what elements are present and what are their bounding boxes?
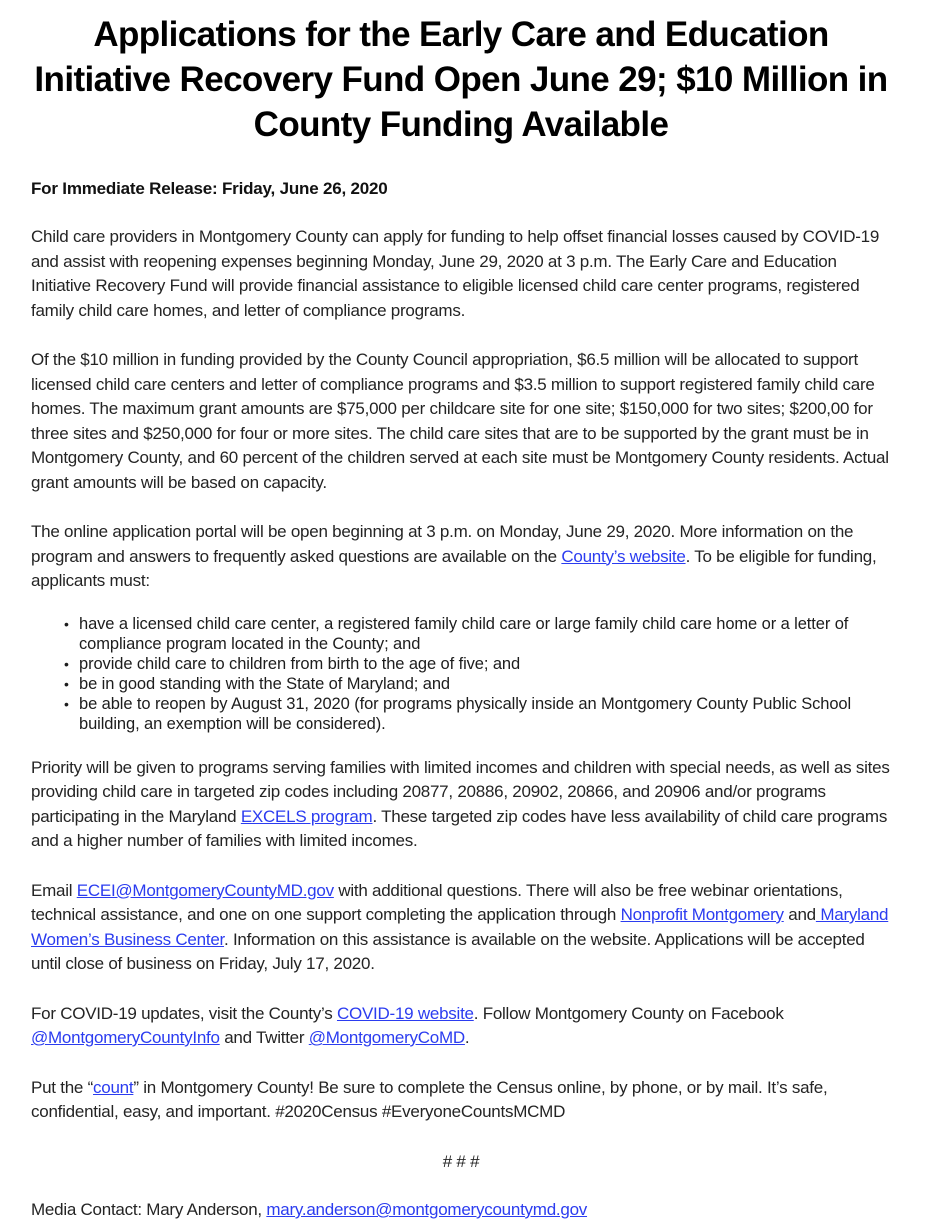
maryland-womens-business-center-link[interactable]: Maryland Women’s Business Center [31,905,889,949]
text-run: Of the $10 million in funding provided by the County Council appropriation, $6.5 million will be allocated to support licensed child care centers and letter of compliance programs and $3.5 million to support registered family child care homes. The maximum grant amounts are $75,000 per childcare site for one site; $150,000 for two sites; $200,00 for three sites and $250,000 for four or more sites. The child care sites that are to be supported by the grant must be in Montgomery County, and 60 percent of the children served at each site must be Montgomery County residents. Actual grant amounts will be based on capacity. [31,350,889,492]
media-contact-email-link[interactable]: mary.anderson@montgomerycountymd.gov [266,1200,588,1219]
text-run: be able to reopen by August 31, 2020 (for programs physically inside an Montgomery County Public School building, an exemption will be considered). [79,694,852,733]
facebook-handle-link[interactable]: @MontgomeryCountyInfo [31,1028,220,1047]
ecei-email-link[interactable]: ECEI@MontgomeryCountyMD.gov [76,880,334,900]
text-run: . Follow Montgomery County on Facebook [473,1003,784,1023]
covid19-website-link[interactable]: COVID-19 website [336,1003,474,1023]
document-body [31,225,891,1223]
text-run: Media Contact: Mary Anderson, [31,1200,267,1219]
nonprofit-montgomery-link[interactable]: Nonprofit Montgomery [620,905,784,924]
paragraph-priority [31,756,891,854]
paragraph-intro [31,225,891,323]
excels-program-link[interactable]: EXCELS program [240,806,373,826]
text-run: have a licensed child care center, a registered family child care or large family child care home or a letter of compliance program located in the County; and [79,614,849,653]
countys-website-link[interactable]: County’s website [561,546,686,566]
bullet-item [31,654,891,674]
text-run: provide child care to children from birth to the age of five; and [79,654,521,673]
page-title: Applications for the Early Care and Education Initiative Recovery Fund Open June 29; $10 Million in County Funding Available [34,15,888,144]
text-run: Email [31,880,77,900]
text-run: Priority will be given to programs serving families with limited incomes and children with special needs, as well as sites providing child care in targeted zip codes including 20877, 20886, 20902, 20866, and 20906 and/or programs participating in the Maryland [31,757,890,826]
text-run: Put the “ [31,1077,94,1097]
media-contact-line [31,1198,891,1223]
text-run: Child care providers in Montgomery County can apply for funding to help offset financial losses caused by COVID-19 and assist with reopening expenses beginning Monday, June 29, 2020 at 3 p.m. The Early Care and Education Initiative Recovery Fund will provide financial assistance to eligible licensed child care center programs, registered family child care homes, and letter of compliance programs. [31,227,880,320]
bullet-item [31,674,891,694]
paragraph-funding-breakdown [31,348,891,495]
text-run: For COVID-19 updates, visit the County’s [31,1003,337,1023]
text-run: # # # [442,1151,480,1171]
bullet-item [31,694,891,734]
text-run: and [783,905,816,924]
text-run: with additional questions. There will also be free webinar orientations, technical assistance, and one on one support completing the application through [31,880,843,924]
text-run: The online application portal will be open beginning at 3 p.m. on Monday, June 29, 2020. More information on the program and answers to frequently asked questions are available on the [31,522,854,566]
text-run: be in good standing with the State of Maryland; and [79,674,450,693]
paragraph-contact-support [31,879,891,977]
eligibility-bullet-list [31,614,891,734]
twitter-handle-link[interactable]: @MontgomeryCoMD [308,1028,465,1047]
text-run: ” in Montgomery County! Be sure to complete the Census online, by phone, or by mail. It’s safe, confidential, easy, and important. #2020Census #EveryoneCountsMCMD [31,1077,828,1121]
closing-marks [31,1150,891,1175]
press-release-page [0,12,931,1223]
text-run: . To be eligible for funding, applicants must: [31,546,877,590]
paragraph-census [31,1076,891,1125]
release-date-line: For Immediate Release: Friday, June 26, 2020 [31,179,388,198]
paragraph-covid-updates [31,1002,891,1051]
text-run: and Twitter [219,1028,309,1047]
text-run: . These targeted zip codes have less availability of child care programs and a higher number of families with limited incomes. [31,806,888,850]
text-run: . [464,1028,470,1047]
census-count-link[interactable]: count [93,1077,134,1097]
text-run: . Information on this assistance is available on the website. Applications will be accepted until close of business on Friday, July 17, 2020. [31,929,865,973]
paragraph-application-portal [31,520,891,594]
bullet-item [31,614,891,654]
